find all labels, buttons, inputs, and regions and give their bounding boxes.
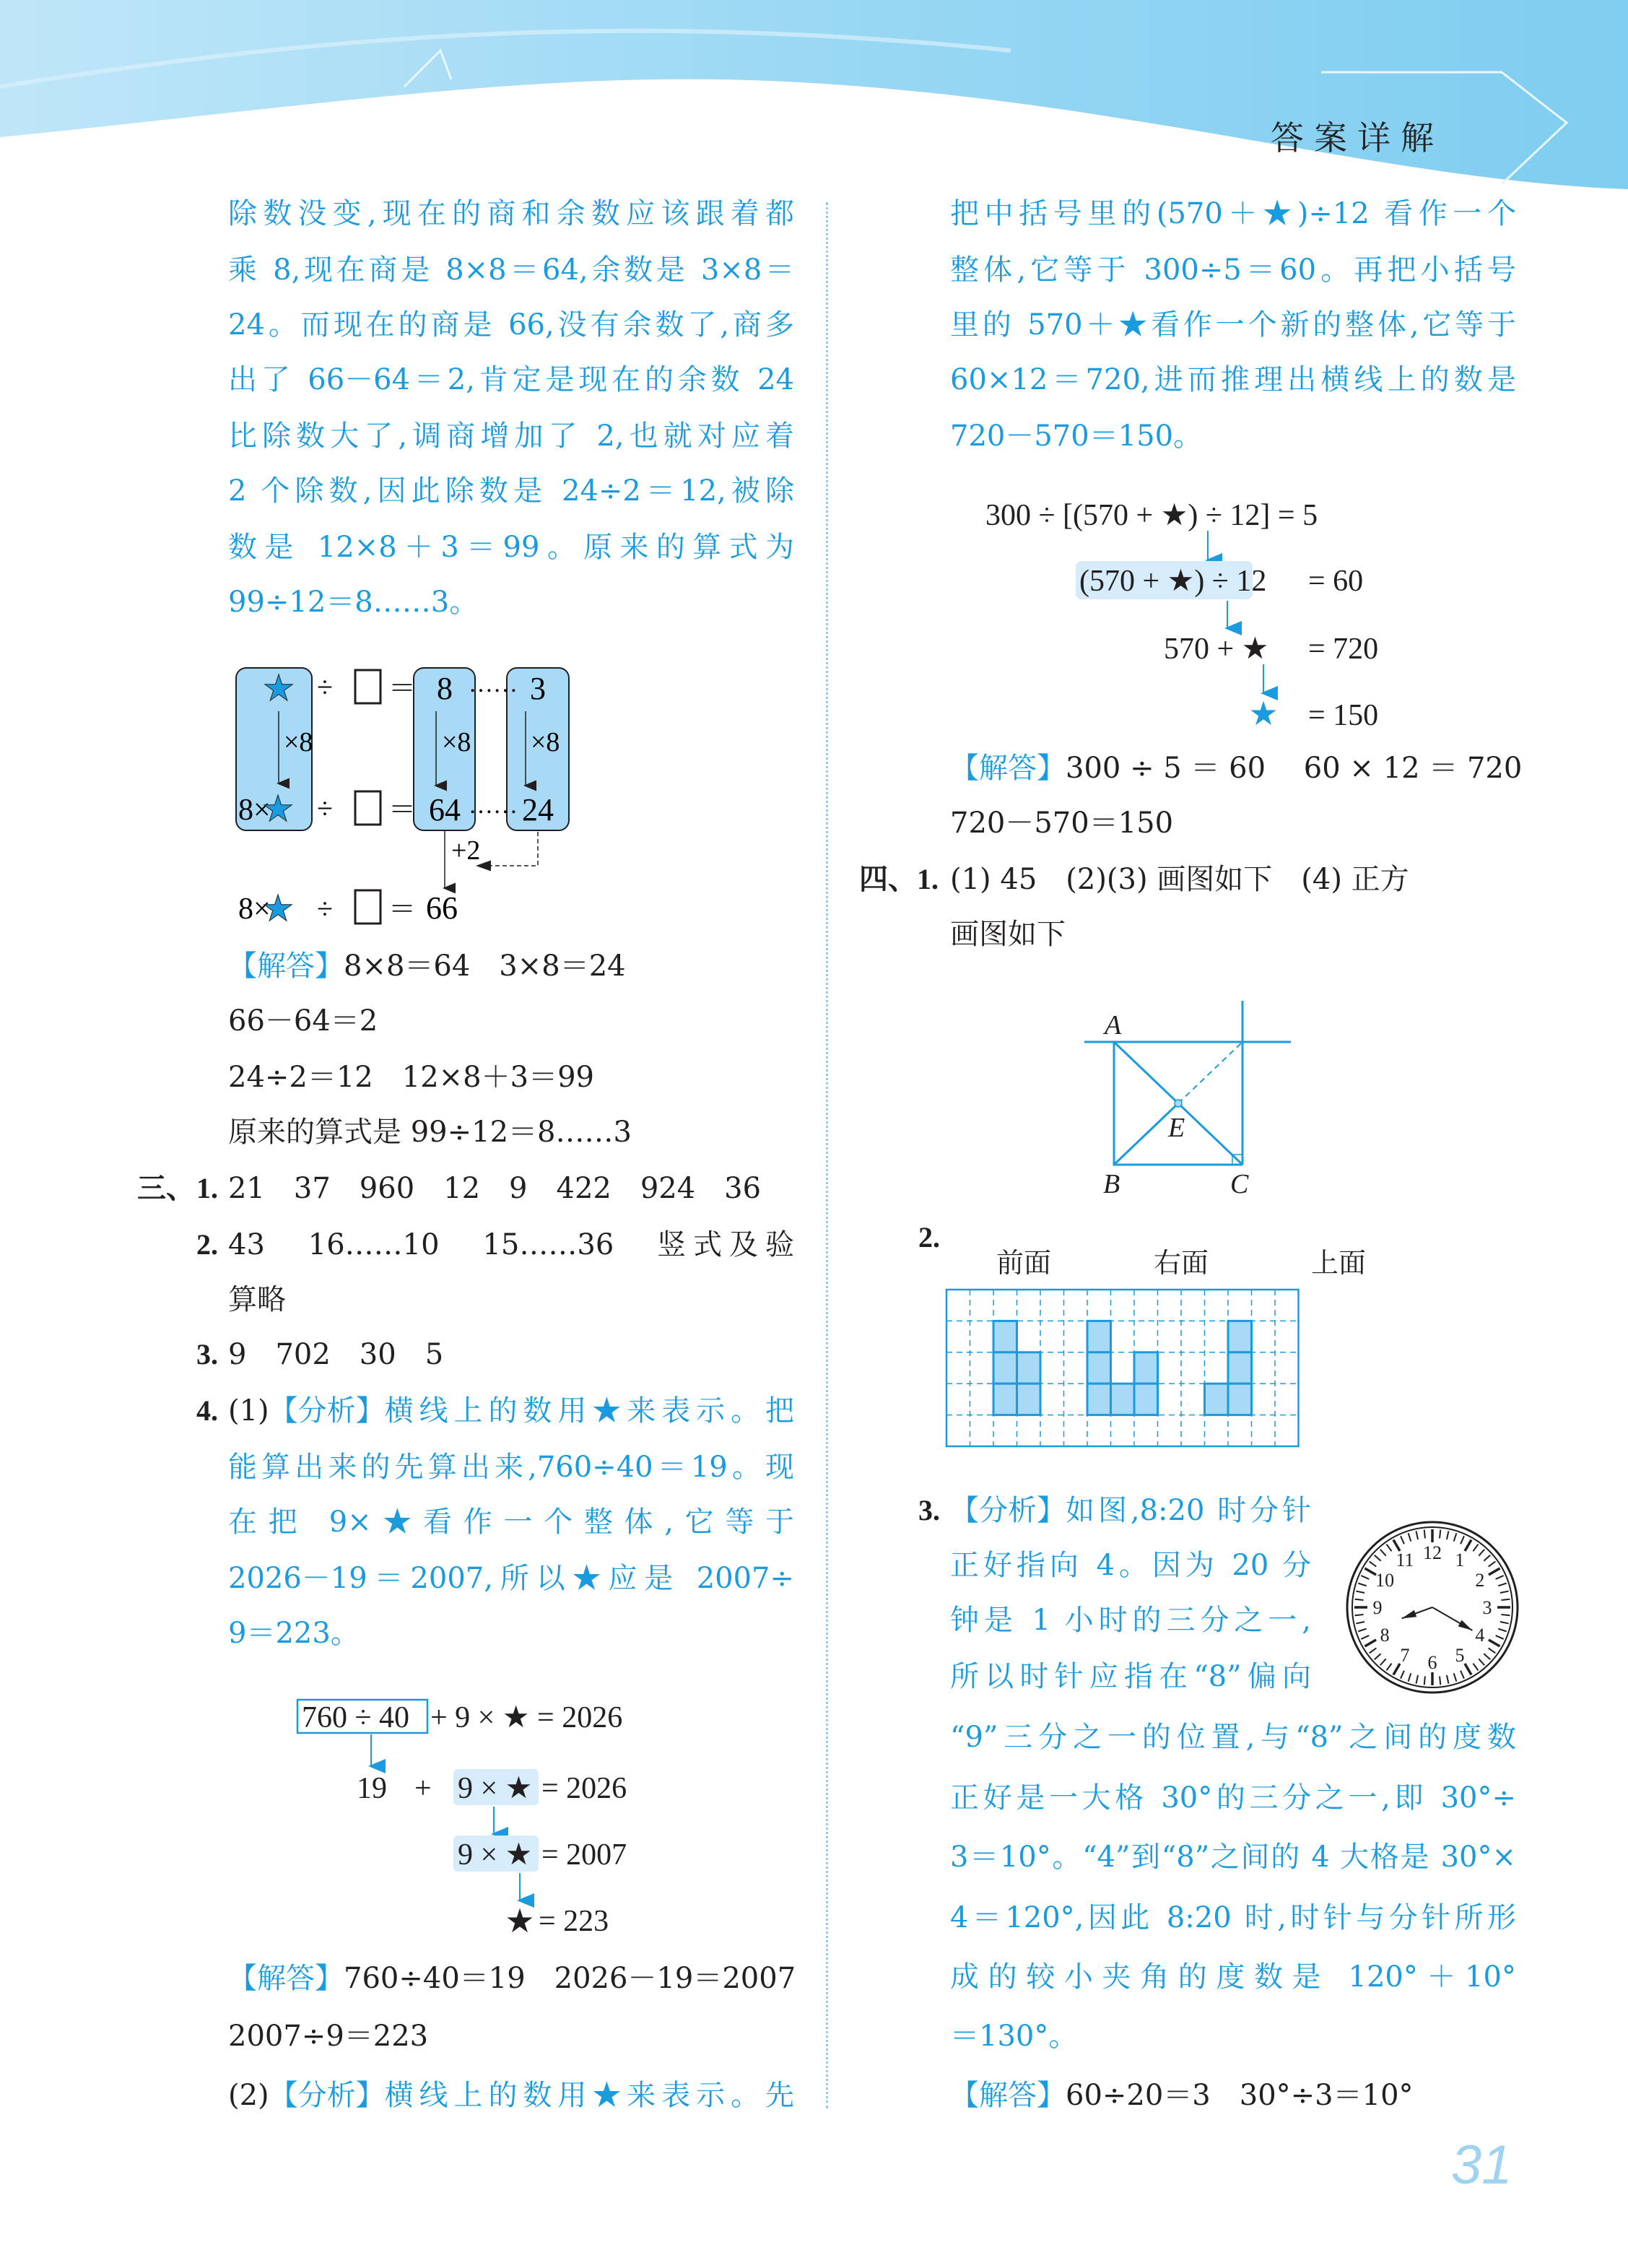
analysis-line: 乘 8,现在商是 8×8＝64,余数是 3×8＝	[228, 253, 794, 287]
svg-text:×8: ×8	[442, 727, 471, 757]
svg-text:÷: ÷	[317, 792, 333, 825]
analysis-line: 24。而现在的商是 66,没有余数了,商多	[228, 308, 794, 342]
svg-text:(570 + ★) ÷ 12: (570 + ★) ÷ 12	[1079, 565, 1267, 598]
clock-number: 9	[1372, 1597, 1383, 1618]
view-cell	[1205, 1383, 1229, 1415]
svg-text:+: +	[414, 1772, 432, 1805]
clock-number: 2	[1475, 1570, 1485, 1591]
svg-text:÷: ÷	[317, 892, 333, 925]
analysis-line: 在把 9×★看作一个整体,它等于	[228, 1506, 794, 1539]
svg-text:66: 66	[426, 890, 458, 926]
answer-line: 66－64＝2	[228, 1004, 378, 1038]
svg-text:+2: +2	[451, 835, 481, 866]
svg-text:×8: ×8	[284, 727, 313, 757]
view-cell	[1134, 1352, 1158, 1383]
view-cell	[1134, 1383, 1158, 1415]
clock-number: 12	[1423, 1542, 1442, 1563]
answer-line: (1) 45 (2)(3) 画图如下 (4) 正方	[950, 863, 1409, 896]
svg-text:E: E	[1168, 1113, 1185, 1143]
answer-line: 2007÷9＝223	[228, 2020, 429, 2053]
analysis-line: 正好指向 4。因为 20 分	[950, 1549, 1311, 1582]
answer-line: 【解答】8×8＝64 3×8＝24	[228, 950, 626, 983]
question-number: 2.	[196, 1228, 218, 1261]
star-icon: ★	[371, 1506, 424, 1539]
svg-text:×8: ×8	[531, 727, 560, 757]
answer-line: 21 37 960 12 9 422 924 36	[228, 1172, 762, 1205]
analysis-line: 整体,它等于 300÷5＝60。再把小括号	[950, 253, 1516, 287]
analysis-line: ＝130°。	[950, 2020, 1078, 2053]
section-label: 四、1.	[859, 863, 939, 895]
star-icon: ★	[262, 668, 295, 708]
svg-text:8: 8	[437, 671, 453, 706]
svg-text:右面: 右面	[1153, 1248, 1209, 1279]
analysis-line: 9＝223。	[228, 1617, 360, 1650]
svg-text:= 2007: = 2007	[541, 1838, 627, 1872]
view-cell	[1228, 1321, 1252, 1352]
analysis-line: 2 个除数,因此除数是 24÷2＝12,被除	[228, 474, 794, 508]
equation-flow-diagram-1	[0, 1661, 823, 1950]
svg-text:760 ÷ 40: 760 ÷ 40	[302, 1701, 410, 1734]
answer-line: 43 16……10 15……36 竖式及验	[228, 1228, 794, 1261]
analysis-line: 能算出来的先算出来,760÷40＝19。现	[228, 1451, 794, 1484]
svg-text:300 ÷ [(570 + ★) ÷ 12] = 5: 300 ÷ [(570 + ★) ÷ 12] = 5	[985, 499, 1318, 532]
analysis-line: (2) 【分析】 横线上的数用★来表示。先	[228, 2079, 795, 2112]
svg-text:= 150: = 150	[1308, 699, 1379, 732]
header-title: 答案详解	[1271, 118, 1444, 157]
star-icon: ★	[505, 1903, 535, 1939]
svg-text:8×: 8×	[238, 892, 271, 926]
clock-tick	[1355, 1599, 1364, 1600]
clock-number: 8	[1380, 1625, 1390, 1646]
question-number: 3.	[918, 1494, 940, 1526]
svg-text:24: 24	[522, 792, 554, 827]
svg-text:上面: 上面	[1310, 1248, 1367, 1279]
view-cell	[1017, 1352, 1041, 1383]
answer-line: 【解答】760÷40＝19 2026－19＝2007	[228, 1962, 796, 1995]
svg-text:64: 64	[429, 792, 461, 827]
svg-text:＝: ＝	[388, 795, 417, 825]
svg-text:= 720: = 720	[1308, 633, 1379, 666]
star-icon: ★	[1263, 197, 1297, 230]
svg-text:＝: ＝	[388, 895, 417, 925]
view-cell	[1087, 1383, 1111, 1415]
analysis-line: 【分析】 如图,8:20 时分针	[950, 1494, 1311, 1527]
svg-text:B: B	[1103, 1169, 1120, 1199]
svg-text:9 × ★: 9 × ★	[458, 1838, 533, 1872]
analysis-line: 出了 66－64＝2,肯定是现在的余数 24	[228, 363, 794, 396]
clock-number: 7	[1400, 1644, 1410, 1666]
clock-number: 5	[1455, 1644, 1465, 1666]
analysis-line: 3＝10°。“4”到“8”之间的 4 大格是 30°×	[950, 1841, 1516, 1874]
analysis-line: 比除数大了,调商增加了 2,也就对应着	[228, 420, 794, 453]
svg-text:= 60: = 60	[1308, 565, 1364, 598]
answer-line: 算略	[228, 1283, 286, 1316]
view-cell	[993, 1321, 1017, 1352]
analysis-line: 99÷12＝8……3。	[228, 586, 479, 619]
svg-text:570 + ★: 570 + ★	[1164, 633, 1269, 666]
star-icon: ★	[1118, 308, 1152, 342]
star-icon: ★	[572, 1562, 609, 1595]
star-icon: ★	[592, 1394, 627, 1428]
clock-number: 6	[1427, 1652, 1437, 1673]
analysis-line: 成的较小夹角的度数是 120°＋10°	[950, 1960, 1516, 1994]
analysis-line: (1) 【分析】 横线上的数用★来表示。把	[228, 1394, 795, 1428]
analysis-line: 除数没变,现在的商和余数应该跟着都	[228, 197, 794, 230]
clock-number: 10	[1375, 1570, 1395, 1591]
analysis-line: 数是 12×8＋3＝99。原来的算式为	[228, 531, 794, 564]
svg-text:8×: 8×	[238, 794, 271, 827]
view-cell	[1228, 1383, 1252, 1415]
view-cell	[1228, 1352, 1252, 1383]
clock-figure	[1343, 1518, 1522, 1697]
svg-text:A: A	[1105, 1010, 1122, 1040]
view-cell	[993, 1352, 1017, 1383]
svg-text:＝: ＝	[388, 674, 417, 704]
clock-tick	[1424, 1530, 1425, 1539]
svg-text:÷: ÷	[317, 671, 333, 703]
analysis-line: 720－570＝150。	[950, 420, 1203, 453]
star-icon: ★	[592, 2079, 627, 2112]
page-number: 31	[1451, 2134, 1512, 2196]
svg-text:……: ……	[469, 792, 518, 819]
section-label: 三、	[137, 1172, 195, 1204]
analysis-line: 把中括号里的(570＋★)÷12 看作一个	[950, 197, 1516, 230]
svg-text:C: C	[1230, 1169, 1249, 1199]
view-cell	[1111, 1383, 1135, 1415]
clock-number: 4	[1475, 1625, 1485, 1646]
view-cell	[1017, 1383, 1041, 1415]
answer-line: 720－570＝150	[950, 807, 1174, 840]
analysis-line: “9”三分之一的位置,与“8”之间的度数	[950, 1721, 1516, 1754]
svg-text:……: ……	[469, 671, 518, 698]
analysis-line: 2026－19＝2007,所以★应是 2007÷	[228, 1562, 794, 1595]
analysis-line: 里的 570＋★看作一个新的整体,它等于	[950, 308, 1516, 342]
analysis-line: 钟是 1 小时的三分之一,	[950, 1604, 1311, 1637]
star-icon: ★	[261, 888, 295, 929]
answer-line: 原来的算式是 99÷12＝8……3	[228, 1116, 632, 1149]
answer-line: 【解答】60÷20＝3 30°÷3＝10°	[950, 2079, 1414, 2112]
svg-text:19: 19	[357, 1772, 387, 1805]
question-number: 4.	[196, 1394, 218, 1427]
answer-line: 24÷2＝12 12×8＋3＝99	[228, 1061, 594, 1094]
answer-line: 9 702 30 5	[228, 1338, 444, 1371]
clock-tick	[1501, 1599, 1510, 1600]
svg-text:3: 3	[530, 671, 546, 706]
answer-line: 【解答】300 ÷ 5 ＝ 60 60 × 12 ＝ 720	[950, 752, 1523, 785]
analysis-line: 正好是一大格 30°的三分之一,即 30°÷	[950, 1781, 1516, 1815]
question-number: 2.	[918, 1221, 940, 1254]
view-cell	[1087, 1321, 1111, 1352]
analysis-line: 4＝120°,因此 8:20 时,时针与分针所形	[950, 1901, 1516, 1934]
clock-number: 1	[1455, 1550, 1465, 1571]
clock-number: 3	[1482, 1597, 1492, 1618]
svg-text:9 × ★: 9 × ★	[458, 1772, 533, 1805]
star-icon: ★	[261, 788, 295, 829]
clock-number: 11	[1396, 1550, 1414, 1571]
question-number: 1.	[196, 1172, 218, 1204]
svg-text:+ 9 × ★ = 2026: + 9 × ★ = 2026	[430, 1701, 623, 1734]
answer-line: 画图如下	[950, 918, 1066, 951]
svg-text:= 2026: = 2026	[541, 1772, 627, 1805]
star-icon: ★	[1248, 695, 1279, 732]
analysis-line: 60×12＝720,进而推理出横线上的数是	[950, 363, 1516, 396]
analysis-line: 所以时针应指在“8”偏向	[950, 1660, 1311, 1693]
clock-tick	[1424, 1676, 1425, 1685]
view-cell	[993, 1383, 1017, 1415]
svg-text:前面: 前面	[996, 1248, 1052, 1279]
svg-text:= 223: = 223	[539, 1905, 609, 1938]
question-number: 3.	[196, 1338, 218, 1370]
view-cell	[1087, 1352, 1111, 1383]
